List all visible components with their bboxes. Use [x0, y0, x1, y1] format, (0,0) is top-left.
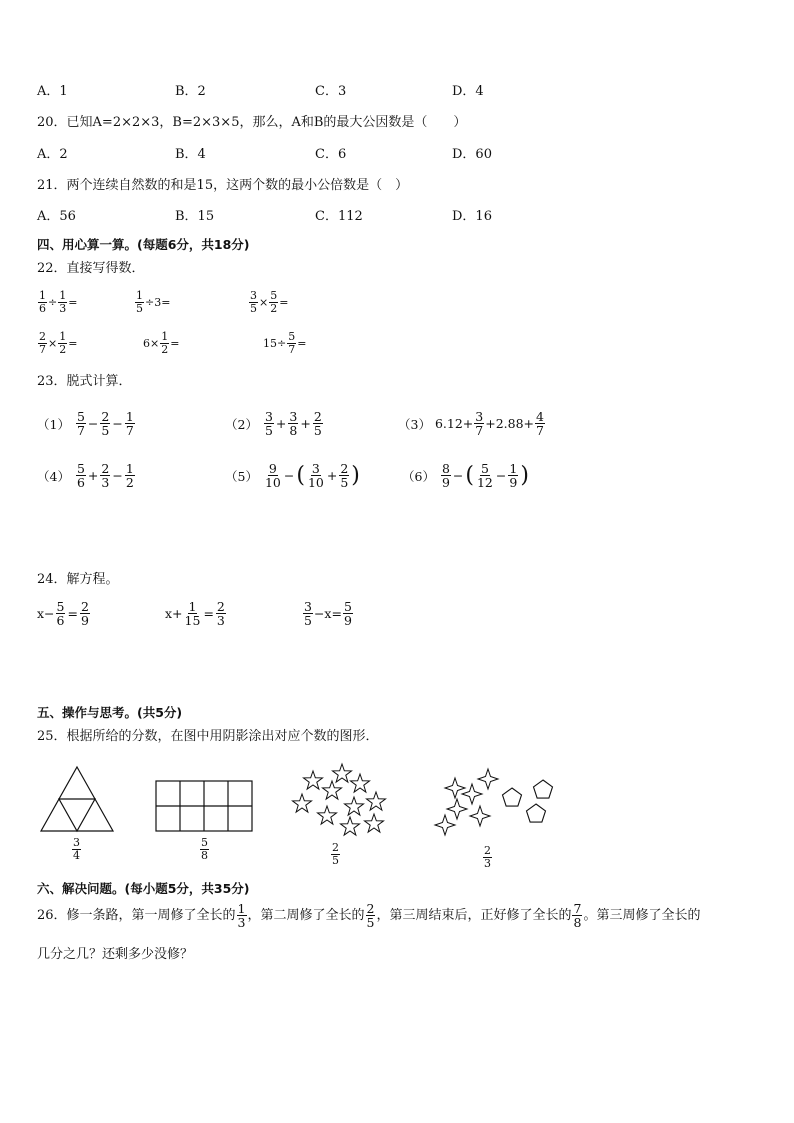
- q19-option-c[interactable]: C．3: [315, 84, 347, 99]
- figure-1-fraction: 3 4: [73, 836, 80, 862]
- figure-3-fraction: 2 5: [332, 841, 339, 867]
- section-5-heading: 五、操作与思考。(共5分): [37, 705, 183, 720]
- stars-pentagons-figure[interactable]: [432, 764, 552, 836]
- rectangle-grid-figure[interactable]: [155, 780, 253, 832]
- q22-question: 22．直接写得数．: [37, 261, 145, 276]
- section-4-heading: 四、用心算一算。(每题6分，共18分): [37, 237, 250, 252]
- q22-item-1: $\frac{1}{6}$ ÷ $\frac{1}{3}$ =: [39, 289, 78, 315]
- q21-option-b[interactable]: B．15: [175, 209, 215, 224]
- q21-option-a[interactable]: A．56: [37, 209, 76, 224]
- q20-option-d[interactable]: D．60: [452, 147, 492, 162]
- q20-option-b[interactable]: B．4: [175, 147, 206, 162]
- q19-option-b[interactable]: B．2: [175, 84, 206, 99]
- q23-expr-2: （2） 3 5 + $\frac{3}{8}$ + $\frac{2}{5}$: [225, 409, 322, 439]
- q21-option-d[interactable]: D．16: [452, 209, 492, 224]
- q24-equation-3: 3 5 −x= $\frac{5}{9}$: [304, 599, 352, 629]
- q23-expr-4: （4） 5 6 + $\frac{2}{3}$ − $\frac{1}{2}$: [37, 461, 134, 491]
- triangle-figure[interactable]: [40, 766, 114, 832]
- q19-option-d[interactable]: D．4: [452, 84, 484, 99]
- q21-option-c[interactable]: C．112: [315, 209, 363, 224]
- q23-expr-1: （1） 5 7 − $\frac{2}{5}$ − $\frac{1}{7}$: [37, 409, 134, 439]
- q20-question: 20．已知A=2×2×3，B=2×3×5，那么，A和B的最大公因数是（ ）: [37, 115, 467, 130]
- q26-question-line-2: 几分之几？还剩多少没修？: [37, 947, 194, 962]
- q22-item-2: $\frac{1}{5}$ ÷3 =: [136, 289, 171, 315]
- q22-item-6: 15÷ $\frac{5}{7}$ =: [263, 330, 307, 356]
- stars-figure[interactable]: [290, 764, 390, 836]
- q22-item-4: $\frac{2}{7}$ × $\frac{1}{2}$ =: [39, 330, 78, 356]
- q24-equation-2: x+ $\frac{1}{15}$ = $\frac{2}{3}$: [165, 599, 225, 629]
- section-6-heading: 六、解决问题。(每小题5分，共35分): [37, 881, 250, 896]
- figure-4-fraction: 2 3: [484, 844, 491, 870]
- q26-question: 26．修一条路，第一周修了全长的 1 3 ，第二周修了全长的 2 5 ，第三周结束后，正好修了全长的 7 8 。第三周修了全长的: [37, 901, 701, 931]
- q24-equation-1: x− $\frac{5}{6}$ = $\frac{2}{9}$: [37, 599, 89, 629]
- q21-question: 21．两个连续自然数的和是15，这两个数的最小公倍数是（ ）: [37, 178, 409, 193]
- q23-expr-6: （6） 8 9 − ( 5 12 − $\frac{1}{9}$ ): [402, 461, 529, 491]
- q23-question: 23．脱式计算．: [37, 374, 132, 389]
- q24-question: 24．解方程。: [37, 572, 119, 587]
- q20-option-a[interactable]: A．2: [37, 147, 68, 162]
- q19-option-a[interactable]: A．1: [37, 84, 68, 99]
- q22-item-5: 6× $\frac{1}{2}$ =: [143, 330, 180, 356]
- q22-item-3: $\frac{3}{5}$ × $\frac{5}{2}$ =: [250, 289, 289, 315]
- figure-2-fraction: 5 8: [201, 836, 208, 862]
- q23-expr-5: （5） 9 10 − ( 3 10 + $\frac{2}{5}$ ): [225, 461, 360, 491]
- q23-expr-3: （3） 6.12+ $\frac{3}{7}$ +2.88+ $\frac{4}{7}$: [398, 409, 544, 439]
- q25-question: 25．根据所给的分数，在图中用阴影涂出对应个数的图形．: [37, 729, 379, 744]
- q20-option-c[interactable]: C．6: [315, 147, 347, 162]
